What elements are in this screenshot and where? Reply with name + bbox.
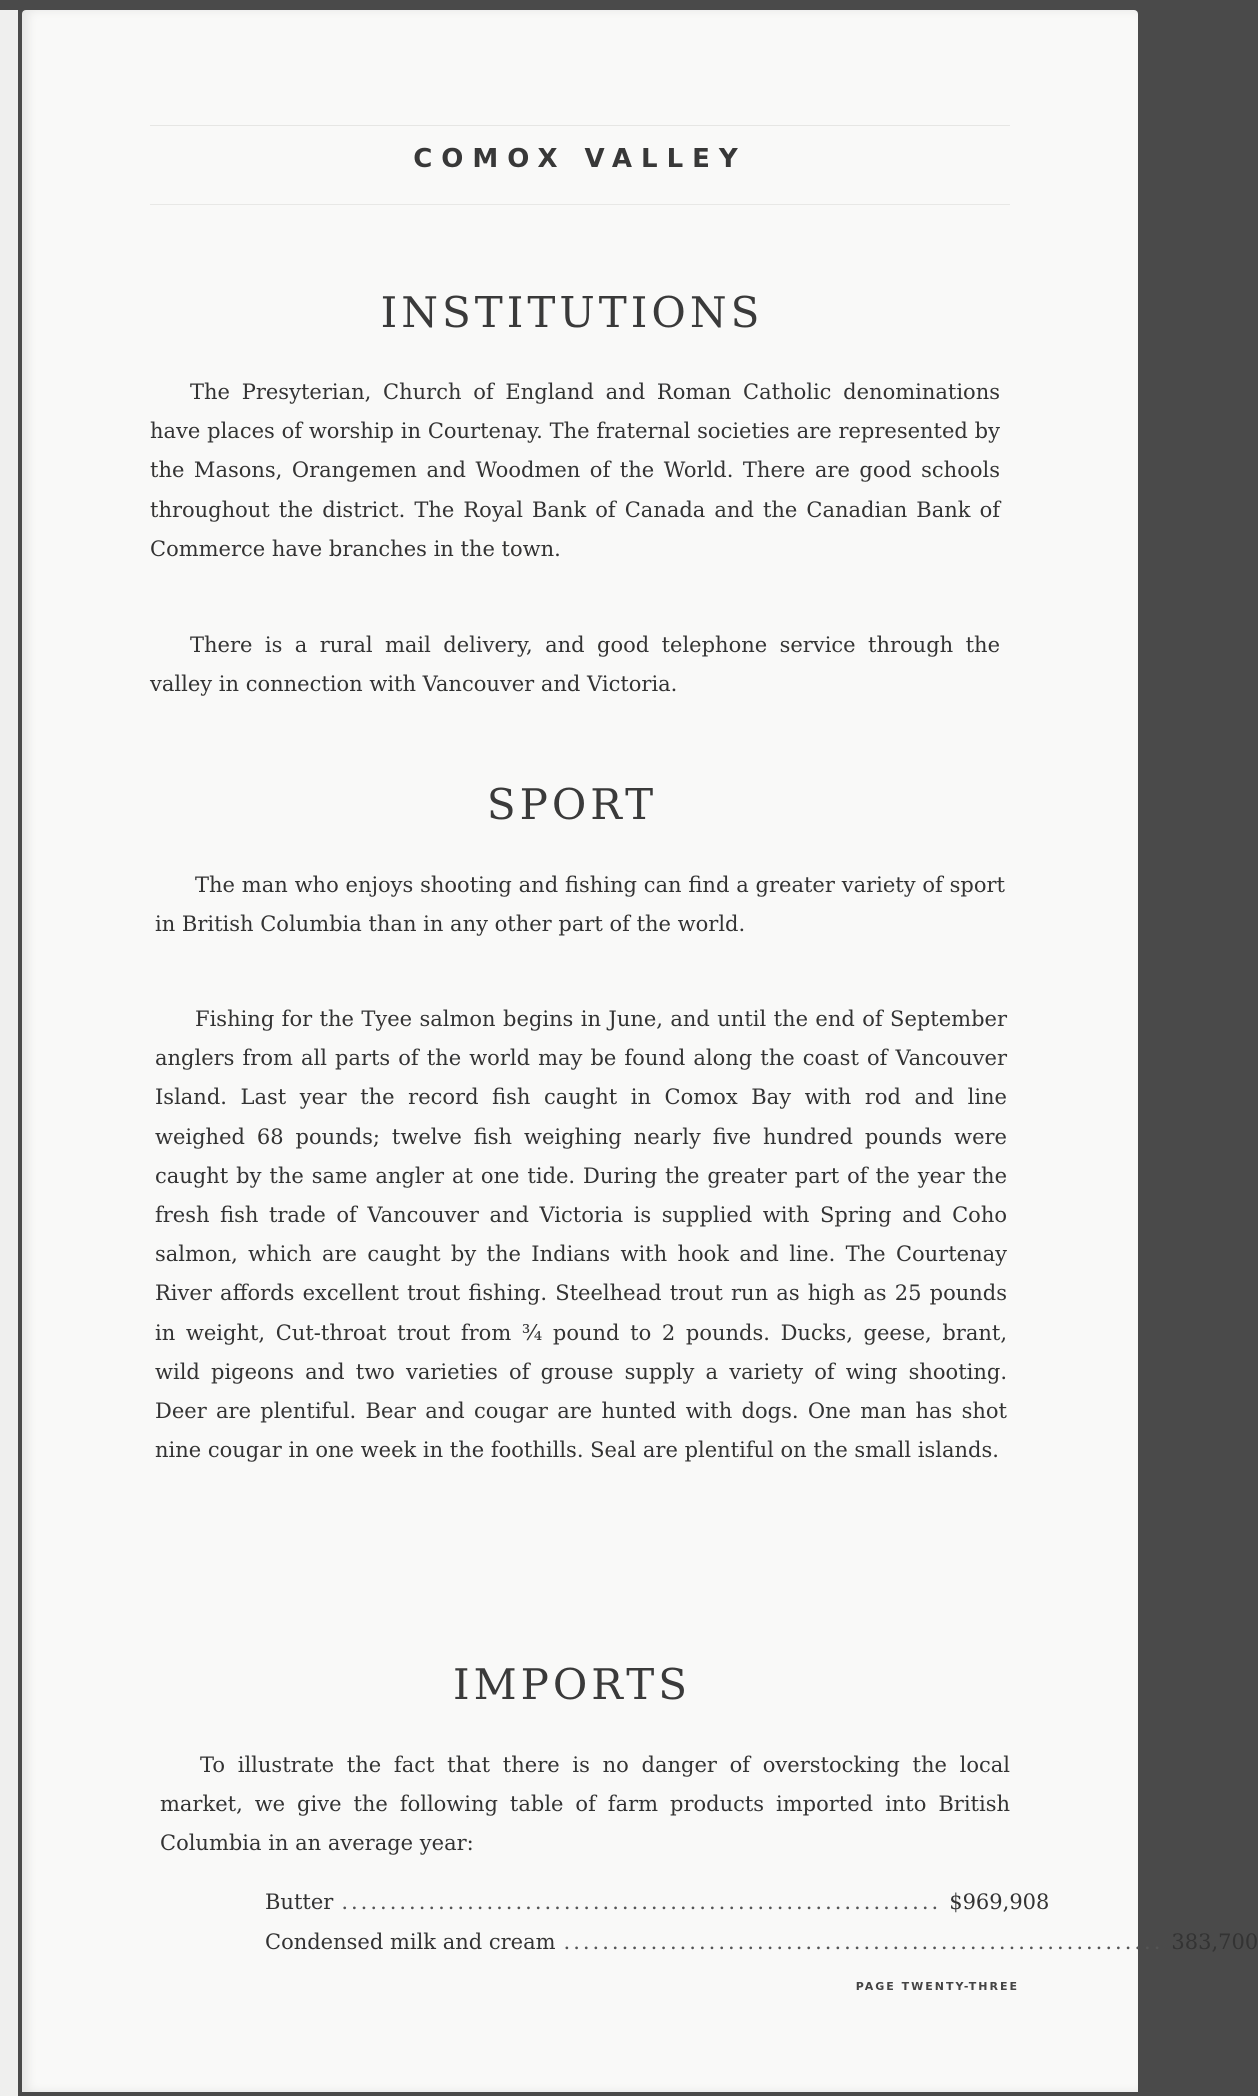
institutions-paragraph-1: The Presyterian, Church of England and Roman Catholic denominations have places of worship in Courtenay. The fraternal societies are represented by the Masons, Orangemen and Woodmen of the World. There are good schools throughout the district. The Royal Bank of Canada and the Canadian Bank of Commerce have branches in the town.: [150, 380, 1000, 561]
table-item-amount: 969,908: [962, 1890, 1050, 1914]
running-head: COMOX VALLEY: [150, 125, 1010, 205]
dot-leader: ..............................................................: [563, 1930, 1164, 1954]
sport-paragraph-2: Fishing for the Tyee salmon begins in June, and until the end of September anglers from all parts of the world may be found along the coast of Vancouver Island. Last year the record fish caught in Comox Bay with rod and line weighed 68 pounds; twelve fish weighing nearly five hundred pounds were caught by the same angler at one tide. During the greater part of the year the fresh fish trade of Vancouver and Victoria is supplied with Spring and Coho salmon, which are caught by the Indians with hook and line. The Courtenay River affords excellent trout fishing. Steelhead trout run as high as 25 pounds in weight, Cut-throat trout from ¾ pound to 2 pounds. Ducks, geese, brant, wild pigeons and two varieties of grouse supply a variety of wing shooting. Deer are plentiful. Bear and cougar are hunted with dogs. One man has shot nine cougar in one week in the foothills. Seal are plentiful on the small islands.: [155, 1007, 1007, 1463]
table-item-label: Condensed milk and cream: [265, 1930, 556, 1954]
currency-symbol: $: [949, 1890, 963, 1914]
section-title-sport: SPORT: [486, 780, 658, 829]
table-item-label: Butter: [265, 1890, 334, 1914]
sport-paragraph-1: The man who enjoys shooting and fishing can find a greater variety of sport in British Columbia than in any other part of the world.: [155, 873, 1005, 937]
imports-table: [265, 1882, 1258, 1962]
institutions-paragraph-2: There is a rural mail delivery, and good telephone service through the valley in connection with Vancouver and Victoria.: [150, 633, 1000, 697]
table-item-amount: 383,700: [1171, 1930, 1258, 1954]
dot-leader: ..............................................................: [341, 1890, 942, 1914]
imports-paragraph-1: To illustrate the fact that there is no danger of overstocking the local market, we give the following table of farm products imported into British Columbia in an average year:: [160, 1753, 1010, 1856]
table-row: [265, 1882, 1050, 1922]
table-row: [265, 1922, 1258, 1962]
section-title-institutions: INSTITUTIONS: [380, 288, 764, 337]
page-number: PAGE TWENTY-THREE: [855, 1980, 1019, 1993]
section-title-imports: IMPORTS: [453, 1660, 691, 1709]
